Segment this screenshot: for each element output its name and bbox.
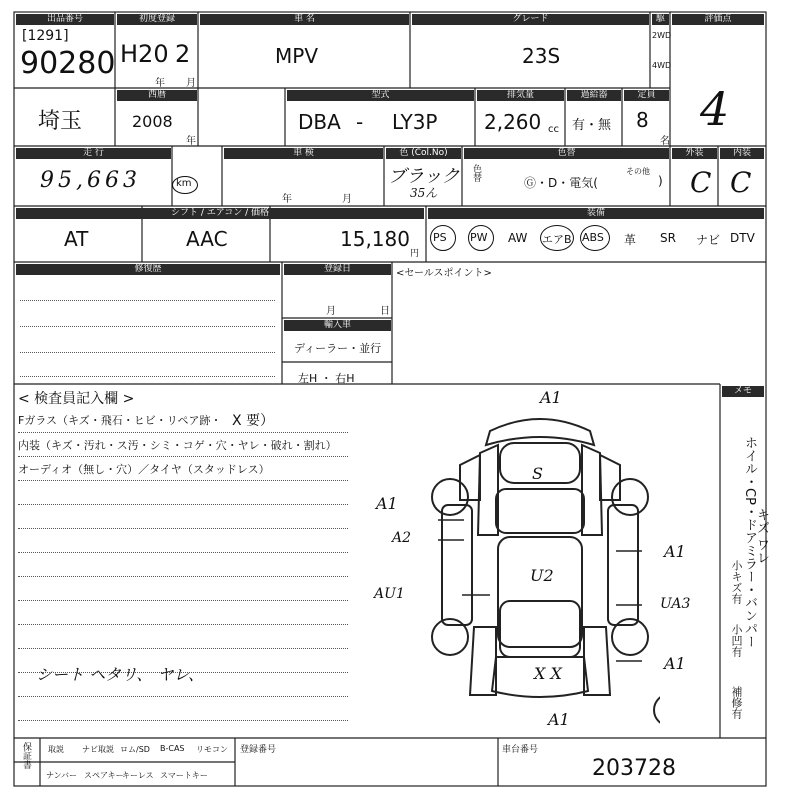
side-note-col5: 補修有	[730, 686, 743, 719]
header-equipment: 装備	[428, 208, 764, 219]
option-leather: 革	[624, 233, 637, 247]
lot-label: [1291]	[22, 28, 69, 44]
inspector-dots-3	[18, 480, 348, 481]
transmission: AT	[64, 227, 89, 251]
color-paren-close: )	[658, 174, 663, 188]
grade-value: 23S	[522, 44, 561, 68]
footer-item-manual: 取説	[48, 745, 64, 754]
option-dtv: DTV	[730, 231, 755, 245]
footer-frame-number: 203728	[592, 756, 676, 781]
displacement: 2,260	[484, 110, 542, 134]
mark-top: A1	[540, 388, 562, 407]
sales-point-label: <セールスポイント>	[396, 268, 492, 279]
left-doors	[442, 505, 472, 625]
spare-wheel-icon	[654, 694, 660, 726]
header-exterior: 外装	[672, 148, 717, 159]
header-color-change: 色替	[464, 148, 669, 159]
inspector-dots-9	[18, 624, 348, 625]
header-interior: 内装	[720, 148, 764, 159]
header-mileage: 走 行	[16, 148, 171, 159]
header-grade: グレード	[412, 14, 649, 25]
inspector-handwriting: シート ヘタリ、 ヤレ、	[36, 665, 204, 684]
inspector-dots-13	[18, 720, 348, 721]
header-shift-ac: シフト / エアコン / 価格	[16, 208, 424, 219]
history-line-3	[20, 352, 275, 353]
windshield-shape	[496, 489, 584, 533]
mark-rear-right: A1	[664, 654, 686, 673]
mileage-unit: km	[176, 178, 192, 189]
drive-2wd: 2WD	[652, 31, 672, 40]
history-line-1	[20, 300, 275, 301]
inspector-dots-12	[18, 696, 348, 697]
header-first-reg: 初度登録	[117, 14, 197, 25]
footer-item-keyless: キーレス	[122, 771, 154, 780]
history-line-4	[20, 376, 275, 377]
header-turbo: 過給器	[567, 90, 621, 101]
inspector-line-3: オーディオ（無し・穴）／タイヤ（スタッドレス）	[18, 463, 270, 476]
front-bumper-shape	[486, 419, 594, 445]
mark-left-mid: A2	[392, 530, 412, 546]
option-navi: ナビ	[696, 233, 721, 247]
reg-month-label: 月	[326, 306, 336, 317]
footer-reg-label: 登録番号	[240, 745, 277, 755]
left-front-quarter	[460, 455, 480, 500]
color-name: ブラック	[388, 166, 460, 187]
history-line-2	[20, 326, 275, 327]
interior-score: C	[730, 166, 752, 199]
header-vehicle-type: 車 検	[224, 148, 383, 159]
roof-shape	[498, 537, 582, 647]
color-change-choice: Ⓖ・D・電気(	[524, 176, 598, 190]
inspector-dots-7	[18, 576, 348, 577]
color-change-label: 色替	[471, 164, 481, 182]
header-model: 車 名	[200, 14, 409, 25]
option-ps: PS	[433, 231, 447, 244]
inspection-year-unit: 年	[282, 194, 292, 205]
mark-bottom: A1	[548, 710, 570, 729]
right-doors	[608, 505, 638, 625]
seats: 8	[636, 108, 649, 132]
steering-label: 左H ・ 右H	[298, 372, 355, 385]
mark-rear-xx: X X	[534, 664, 562, 683]
mark-roof: S	[532, 464, 543, 483]
inspector-line-2: 内装（キズ・汚れ・ス汚・シミ・コゲ・穴・ヤレ・破れ・割れ）	[18, 439, 337, 452]
first-reg-month-kanji: 月	[186, 78, 196, 89]
footer-item-remote: リモコン	[196, 745, 228, 754]
inspector-dots-6	[18, 552, 348, 553]
option-sunroof: SR	[660, 231, 676, 245]
mark-right-mid: A1	[664, 542, 686, 561]
inspector-dots-5	[18, 528, 348, 529]
side-note-col4: 小凹有	[730, 624, 743, 657]
option-abs: ABS	[582, 231, 604, 244]
model-name: MPV	[275, 44, 318, 68]
color-other: その他	[626, 167, 650, 176]
side-note-col2: キズ ワレ	[754, 508, 769, 565]
footer-item-rom-sd: ロム/SD	[120, 745, 150, 754]
side-note-col3: 小キズ有	[730, 560, 743, 604]
first-reg-year-kanji: 年	[155, 78, 165, 89]
header-seats: 定員	[624, 90, 669, 101]
mark-body: U2	[530, 566, 554, 585]
mileage: 95,663	[40, 168, 141, 193]
mark-left-front: A1	[376, 494, 398, 513]
inspector-dots-4	[18, 504, 348, 505]
header-western-year: 西暦	[117, 90, 197, 101]
chassis-prefix: DBA	[298, 110, 341, 134]
option-pw: PW	[470, 231, 488, 244]
chassis-code: LY3P	[392, 110, 438, 134]
header-reg-date: 登録日	[284, 264, 391, 275]
exterior-score: C	[690, 166, 712, 199]
first-reg-era: H20	[120, 40, 169, 68]
option-airbag: エアB	[542, 233, 572, 246]
footer-frame-label: 車台番号	[502, 745, 539, 755]
header-history: 修復歴	[16, 264, 280, 275]
footer-item-number: ナンバー	[46, 771, 78, 780]
header-chassis: 型式	[287, 90, 474, 101]
footer-side-label: 保証書	[21, 742, 31, 769]
turbo-choice: 有・無	[572, 118, 612, 133]
chassis-dash: -	[356, 110, 364, 134]
inspector-line-1: Fガラス（キズ・飛石・ヒビ・リペア跡・	[18, 414, 222, 427]
inspector-dots-10	[18, 648, 348, 649]
header-displacement: 排気量	[477, 90, 564, 101]
inspector-title: < 検査員記入欄 >	[18, 391, 135, 407]
left-front-wheel-icon	[432, 479, 468, 515]
mark-right-rear: UA3	[660, 596, 691, 612]
prefecture: 埼玉	[38, 109, 83, 134]
header-drive: 駆	[652, 14, 669, 25]
footer-item-smart-key: スマートキー	[160, 771, 208, 780]
option-aw: AW	[508, 231, 528, 245]
inspection-month-unit: 月	[342, 194, 352, 205]
footer-item-navi-manual: ナビ取説	[82, 745, 114, 754]
rear-window-shape	[500, 601, 580, 657]
western-year-unit: 年	[186, 136, 196, 147]
reg-day-label: 日	[380, 306, 390, 317]
header-import: 輸入車	[284, 320, 391, 331]
dealer-label: ディーラー・並行	[294, 342, 382, 355]
displacement-unit: cc	[548, 124, 559, 135]
footer-item-spare-key: スペアキー	[84, 771, 124, 780]
first-reg-month: 2	[175, 40, 191, 68]
drive-4wd: 4WD	[652, 61, 672, 70]
mark-left-rear: AU1	[374, 586, 405, 602]
inspector-dots-2	[18, 456, 348, 457]
price-unit: 円	[410, 249, 420, 259]
seats-unit: 名	[660, 136, 670, 147]
western-year: 2008	[132, 112, 173, 131]
header-color: 色 (Col.No)	[386, 148, 461, 159]
header-score: 評価点	[672, 14, 764, 25]
inspector-line-1-mark: X 要）	[232, 413, 275, 429]
lot-number: 90280	[20, 46, 116, 81]
grade-score: 4	[700, 82, 730, 136]
price: 15,180	[340, 227, 410, 251]
right-front-quarter	[600, 455, 620, 500]
inspector-dots-1	[18, 432, 348, 433]
aircon: AAC	[186, 227, 228, 251]
right-front-wheel-icon	[612, 479, 648, 515]
header-lot-label: 出品番号	[16, 14, 114, 25]
header-notes: メモ	[722, 386, 764, 397]
color-note: 35ん	[410, 186, 438, 200]
inspector-dots-8	[18, 600, 348, 601]
footer-item-bcas: B-CAS	[160, 744, 185, 753]
side-note-col1: ホイル・CP・ドアミラー・バンパー	[742, 436, 757, 648]
